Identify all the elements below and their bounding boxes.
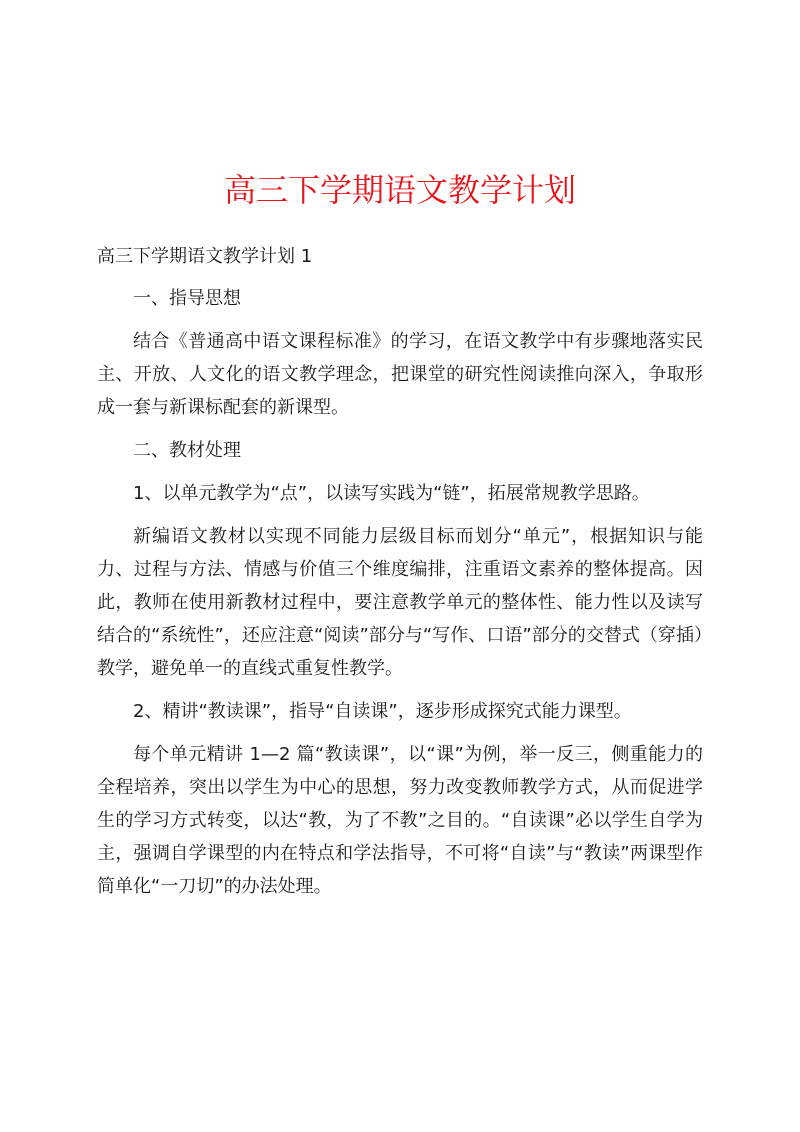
document-title: 高三下学期语文教学计划 [223,171,576,209]
paragraph-guiding-ideology: 结合《普通高中语文课程标准》的学习，在语文教学中有步骤地落实民主、开放、人文化的语文教学理念，把课堂的研究性阅读推向深入，争取形成一套与新课标配套的新课型。 [97,331,703,418]
subheading-unit-teaching: 1、以单元教学为“点”，以读写实践为“链”，拓展常规教学思路。 [133,483,650,504]
section-heading-textbook-handling: 二、教材处理 [133,440,241,461]
paragraph-teaching-reading: 每个单元精讲 1—2 篇“教读课”，以“课”为例，举一反三，侧重能力的全程培养，突出以学生为中心的思想，努力改变教师教学方式，从而促进学生的学习方式转变，以达“教，为了不教”之目的。“自读课”必以学生自学为主，强调自学课型的内在特点和学法指导，不可将“自读”与“教读”两课型作简单化“一刀切”的办法处理。 [97,744,703,897]
document-subtitle: 高三下学期语文教学计划 1 [97,246,313,267]
subheading-teaching-reading: 2、精讲“教读课”，指导“自读课”，逐步形成探究式能力课型。 [133,701,632,722]
document-body [97,240,703,913]
section-heading-guiding-ideology: 一、指导思想 [133,288,241,309]
paragraph-unit-teaching: 新编语文教材以实现不同能力层级目标而划分“单元”，根据知识与能力、过程与方法、情感与价值三个维度编排，注重语文素养的整体提高。因此，教师在使用新教材过程中，要注意教学单元的整体性、能力性以及读写结合的“系统性”，还应注意“阅读”部分与“写作、口语”部分的交替式（穿插）教学，避免单一的直线式重复性教学。 [97,526,703,679]
